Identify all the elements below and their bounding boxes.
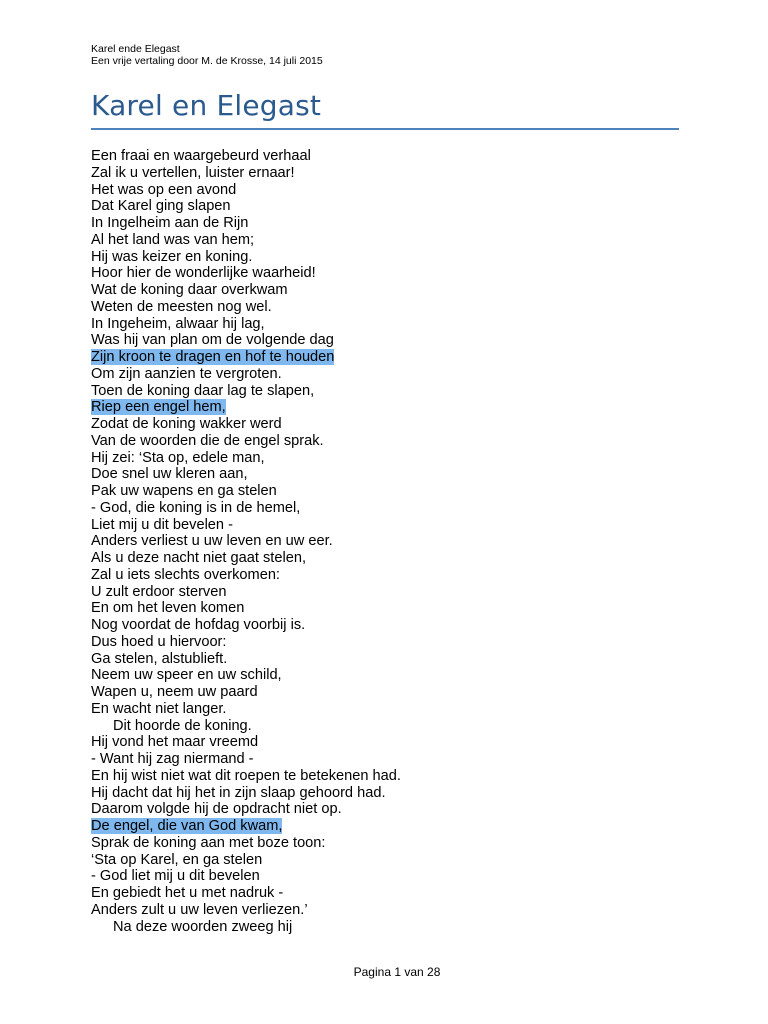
line-text: Toen de koning daar lag te slapen, [91,382,315,399]
poem-line [91,182,401,199]
line-text: Van de woorden die de engel sprak. [91,432,324,449]
line-text: Liet mij u dit bevelen - [91,516,233,533]
line-text: Het was op een avond [91,181,237,198]
page-footer [0,965,768,979]
page-number: Pagina 1 van 28 [353,965,441,979]
poem-line [91,868,401,885]
line-text: En gebiedt het u met nadruk - [91,885,284,901]
line-text: Zal u iets slechts overkomen: [91,566,280,583]
poem-line [91,232,401,249]
title-underline [91,128,679,130]
line-text: In Ingeheim, alwaar hij lag, [91,315,265,332]
poem-line [91,902,401,919]
poem-line [91,215,401,232]
line-text: Als u deze nacht niet gaat stelen, [91,550,306,566]
poem-line [91,533,401,550]
line-text: Al het land was van hem; [91,231,255,248]
poem-line [91,316,401,333]
line-text: - Want hij zag niermand - [91,751,254,767]
poem-line [91,466,401,483]
line-text: - God liet mij u dit bevelen [91,868,260,885]
line-text: Zodat de koning wakker werd [91,416,282,432]
line-text: Een fraai en waargebeurd verhaal [91,148,311,164]
line-text: ‘Sta op Karel, en ga stelen [91,851,263,868]
line-text: En wacht niet langer. [91,700,227,717]
page-header [91,43,323,67]
line-text: En hij wist niet wat dit roepen te betekenen had. [91,767,401,784]
header-document-name: Karel ende Elegast [91,43,180,55]
line-text: Anders verliest u uw leven en uw eer. [91,533,333,550]
poem-line [91,734,401,751]
line-text: In Ingelheim aan de Rijn [91,215,249,231]
poem-line [91,885,401,902]
poem-line [91,718,401,735]
poem-line [91,332,401,349]
highlighted-text: Zijn kroon te dragen en hof te houden [91,349,335,365]
poem-line [91,198,401,215]
poem-line [91,450,401,467]
poem-line [91,282,401,299]
poem-line [91,366,401,383]
line-text: Nog voordat de hofdag voorbij is. [91,617,306,633]
line-text: Zal ik u vertellen, luister ernaar! [91,164,295,181]
line-text: Weten de meesten nog wel. [91,298,272,315]
poem-line [91,517,401,534]
poem-line [91,299,401,316]
poem-line [91,483,401,500]
document-title: Karel en Elegast [91,89,322,122]
line-text: Hij was keizer en koning. [91,248,253,265]
poem-line [91,684,401,701]
poem-line [91,383,401,400]
poem-line [91,818,401,835]
line-text: Wat de koning daar overkwam [91,282,288,298]
poem-line [91,550,401,567]
poem-line [91,835,401,852]
poem-line [91,416,401,433]
poem-line [91,801,401,818]
poem-line [91,500,401,517]
poem-line [91,701,401,718]
poem-line [91,399,401,416]
line-text: Pak uw wapens en ga stelen [91,483,277,499]
poem-line [91,785,401,802]
line-text: U zult erdoor sterven [91,583,227,600]
line-text: Hij dacht dat hij het in zijn slaap gehoord had. [91,784,386,801]
poem-body [91,148,401,935]
line-text: Dus hoed u hiervoor: [91,633,227,650]
poem-line [91,600,401,617]
line-text: Wapen u, neem uw paard [91,684,258,700]
line-text: Dat Karel ging slapen [91,198,231,215]
line-text: Neem uw speer en uw schild, [91,667,282,684]
line-text: Was hij van plan om de volgende dag [91,332,334,349]
poem-line [91,148,401,165]
poem-line [91,584,401,601]
line-text: Dit hoorde de koning. [113,717,252,734]
poem-line [91,919,401,936]
poem-line [91,651,401,668]
line-text: - God, die koning is in de hemel, [91,499,301,516]
poem-line [91,852,401,869]
line-text: Doe snel uw kleren aan, [91,466,248,483]
line-text: Anders zult u uw leven verliezen.’ [91,901,308,918]
poem-line [91,768,401,785]
poem-line [91,165,401,182]
line-text: Hij zei: ‘Sta op, edele man, [91,449,265,466]
line-text: En om het leven komen [91,600,245,617]
poem-line [91,567,401,584]
poem-line [91,634,401,651]
poem-line [91,751,401,768]
poem-line [91,433,401,450]
line-text: Hoor hier de wonderlijke waarheid! [91,265,316,282]
line-text: Sprak de koning aan met boze toon: [91,834,326,851]
poem-line [91,265,401,282]
poem-line [91,667,401,684]
highlighted-text: Riep een engel hem, [91,399,226,416]
highlighted-text: De engel, die van God kwam, [91,818,283,834]
line-text: Om zijn aanzien te vergroten. [91,365,282,382]
line-text: Hij vond het maar vreemd [91,734,259,751]
line-text: Ga stelen, alstublieft. [91,650,228,667]
header-translation-credit: Een vrije vertaling door M. de Krosse, 14 juli 2015 [91,55,323,67]
poem-line [91,349,401,366]
line-text: Na deze woorden zweeg hij [113,918,293,935]
line-text: Daarom volgde hij de opdracht niet op. [91,801,342,818]
poem-line [91,617,401,634]
poem-line [91,249,401,266]
